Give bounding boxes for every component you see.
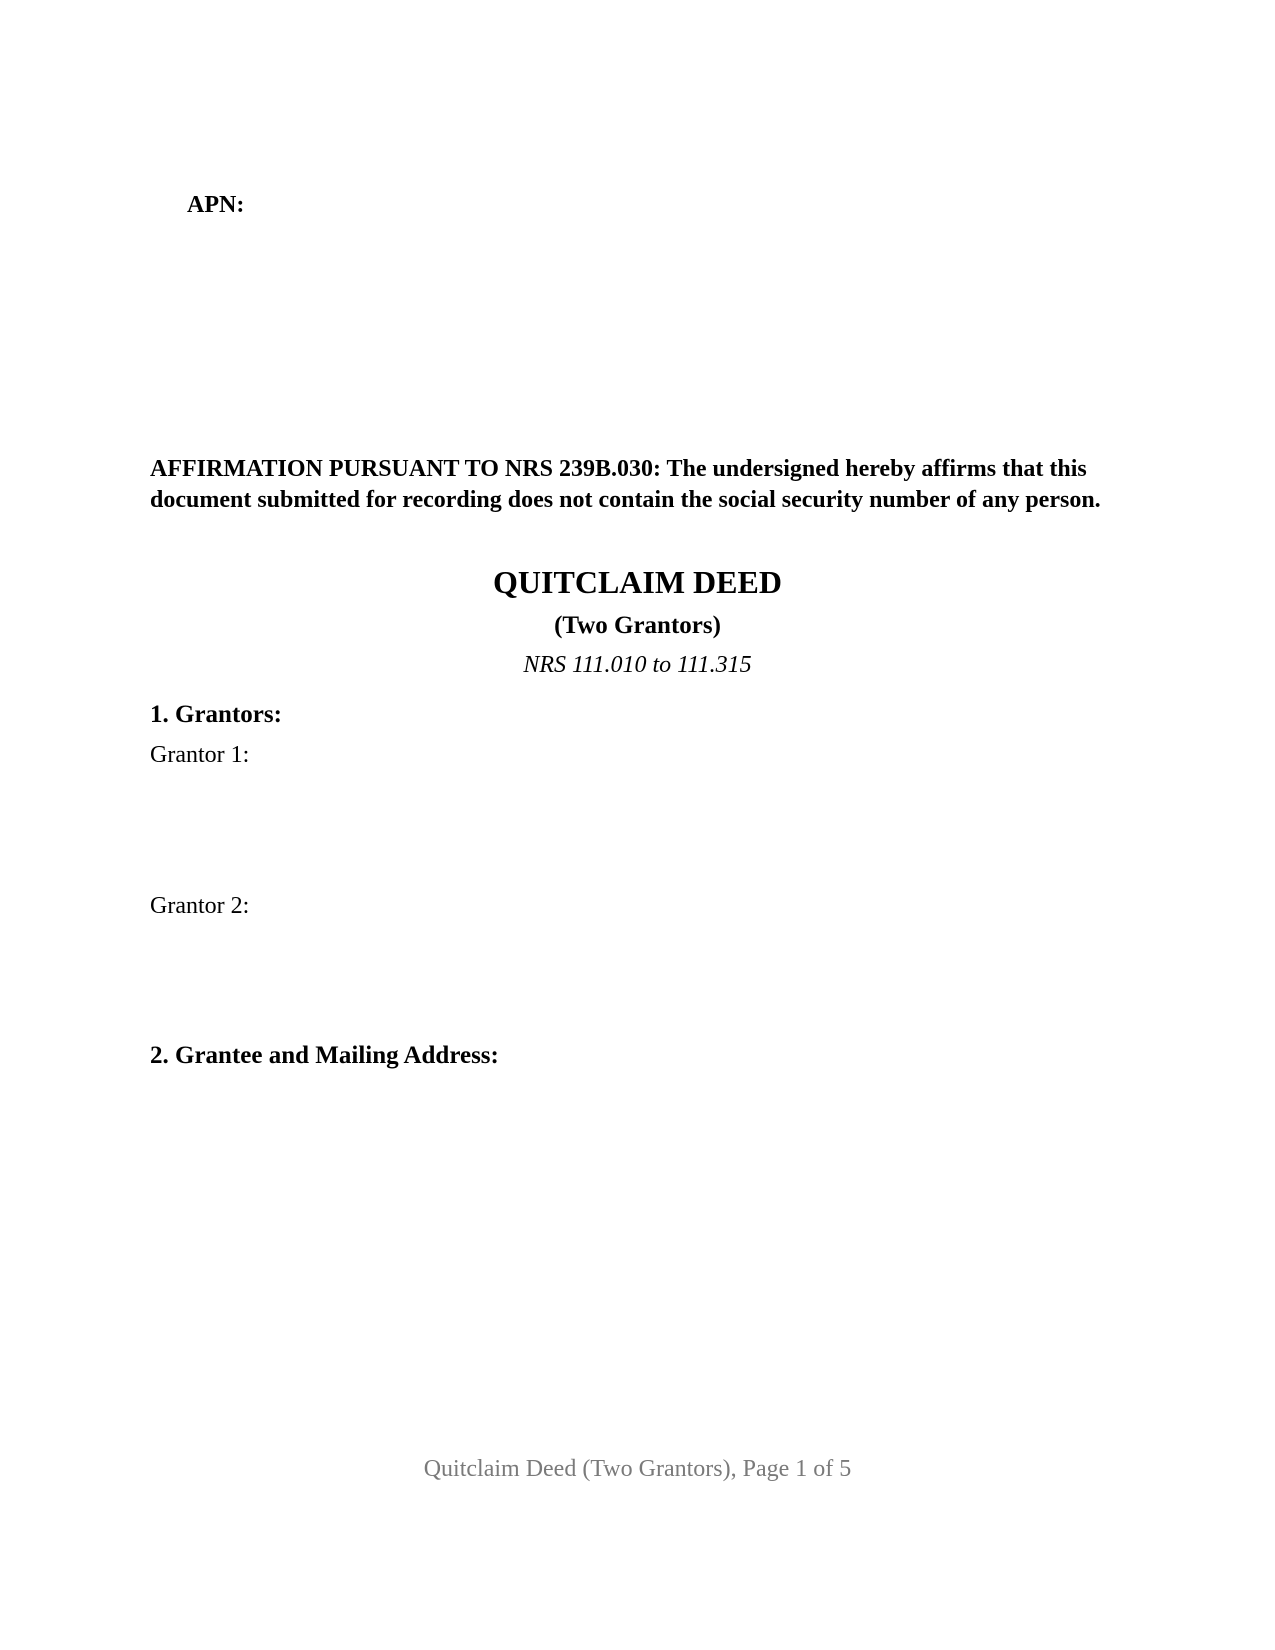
affirmation-statement: AFFIRMATION PURSUANT TO NRS 239B.030: The undersigned hereby affirms that this document submitted for recording does not contain the social security number of any person. <box>150 456 1101 513</box>
grantor-2-label: Grantor 2: <box>150 893 250 919</box>
page-footer: Quitclaim Deed (Two Grantors), Page 1 of 5 <box>423 1456 852 1482</box>
document-title: QUITCLAIM DEED <box>493 564 782 600</box>
grantors-heading: 1. Grantors: <box>150 701 282 728</box>
grantee-heading: 2. Grantee and Mailing Address: <box>150 1042 499 1069</box>
document-subtitle: (Two Grantors) <box>554 612 721 639</box>
apn-label: APN: <box>187 192 245 218</box>
grantor-1-label: Grantor 1: <box>150 742 250 768</box>
statute-reference: NRS 111.010 to 111.315 <box>523 652 752 678</box>
